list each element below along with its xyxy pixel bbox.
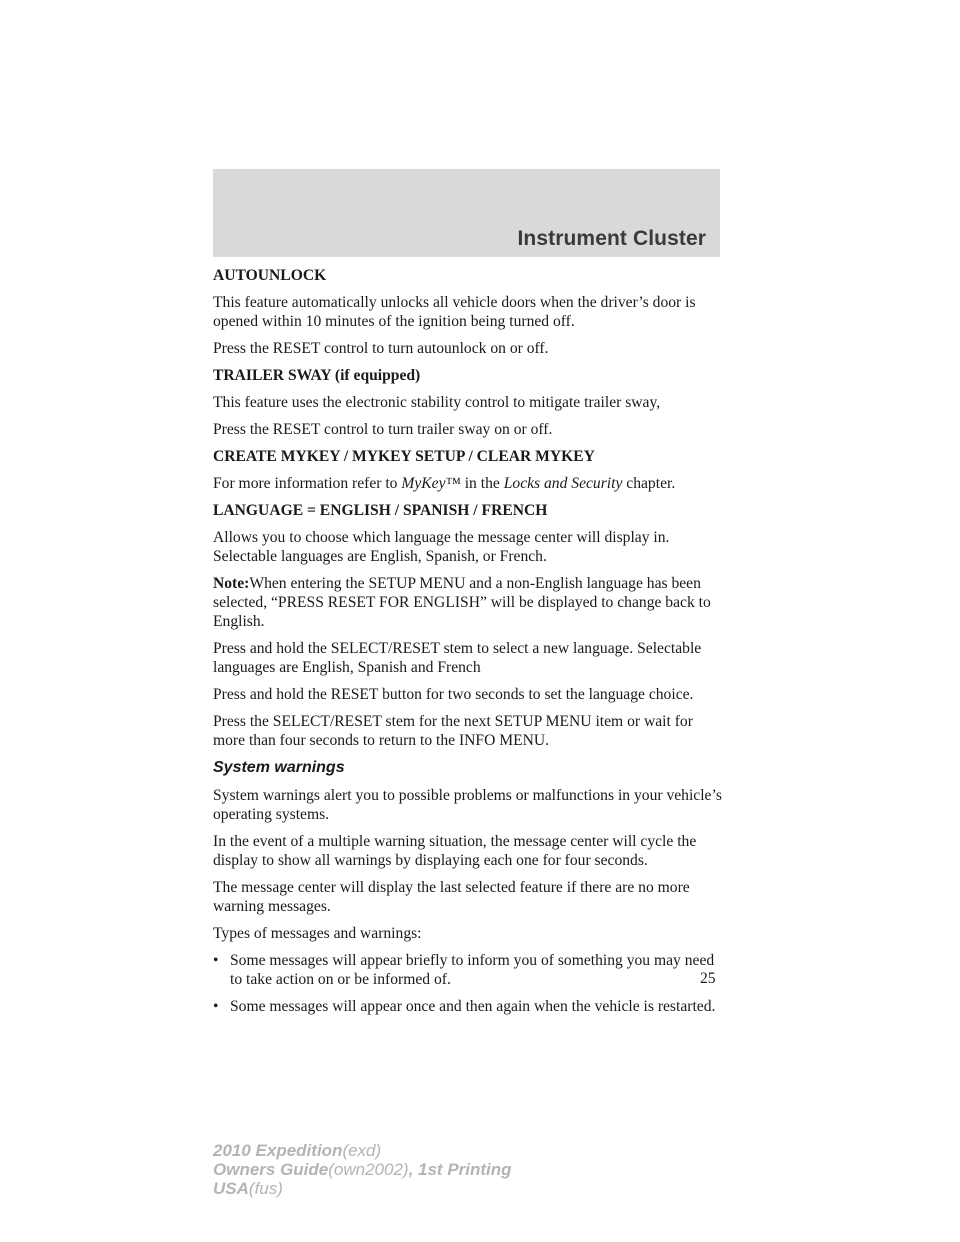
section-title: Instrument Cluster	[517, 227, 706, 250]
autounlock-heading: AUTOUNLOCK	[213, 267, 327, 284]
warnings-paragraph-2: In the event of a multiple warning situation, the message center will cycle the display to show all warnings by displaying each one for four seconds.	[213, 833, 697, 869]
bullet-icon: •	[213, 952, 219, 969]
language-step-set: Press and hold the RESET button for two seconds to set the language choice.	[213, 686, 694, 703]
autounlock-description: This feature automatically unlocks all vehicle doors when the driver’s door is opened within 10 minutes of the ignition being turned off.	[213, 294, 696, 330]
footer-market-code: (fus)	[248, 1179, 283, 1198]
bullet-icon: •	[213, 998, 219, 1015]
mykey-ref-chapter: Locks and Security	[503, 475, 623, 492]
mykey-ref-mid: in the	[464, 475, 500, 492]
mykey-heading: CREATE MYKEY / MYKEY SETUP / CLEAR MYKEY	[213, 448, 595, 465]
language-note	[213, 574, 723, 631]
footer-line-2	[213, 1160, 512, 1179]
footer-model-code: (exd)	[342, 1141, 382, 1160]
footer-line-3	[213, 1179, 512, 1198]
trailer-sway-description: This feature uses the electronic stability control to mitigate trailer sway,	[213, 394, 661, 411]
mykey-ref-suffix: chapter.	[626, 475, 676, 492]
trailer-sway-heading: TRAILER SWAY (if equipped)	[213, 367, 421, 384]
language-step-next: Press the SELECT/RESET stem for the next SETUP MENU item or wait for more than four seconds to return to the INFO MENU.	[213, 713, 693, 749]
language-step-select: Press and hold the SELECT/RESET stem to select a new language. Selectable languages are English, Spanish and French	[213, 640, 702, 676]
mykey-ref-link: MyKey™	[401, 475, 461, 492]
warnings-paragraph-3: The message center will display the last selected feature if there are no more warning messages.	[213, 879, 690, 915]
print-footer	[213, 1141, 512, 1198]
warnings-paragraph-1: System warnings alert you to possible problems or malfunctions in your vehicle’s operating systems.	[213, 787, 722, 823]
footer-guide-code: (own2002)	[328, 1160, 409, 1179]
list-item-text: Some messages will appear briefly to inform you of something you may need to take action on or be informed of.	[230, 952, 715, 988]
footer-printing: , 1st Printing	[408, 1160, 512, 1179]
page-content	[213, 266, 723, 1024]
trailer-sway-instruction: Press the RESET control to turn trailer sway on or off.	[213, 421, 553, 438]
note-text: When entering the SETUP MENU and a non-English language has been selected, “PRESS RESET FOR ENGLISH” will be displayed to change back to English.	[213, 575, 711, 630]
autounlock-instruction: Press the RESET control to turn autounlock on or off.	[213, 340, 549, 357]
footer-market: USA	[213, 1179, 249, 1198]
system-warnings-heading: System warnings	[213, 759, 345, 776]
mykey-ref-prefix: For more information refer to	[213, 475, 398, 492]
language-description: Allows you to choose which language the message center will display in. Selectable languages are English, Spanish, or French.	[213, 529, 670, 565]
list-item	[213, 951, 723, 989]
language-heading: LANGUAGE = ENGLISH / SPANISH / FRENCH	[213, 502, 548, 519]
mykey-reference	[213, 474, 723, 493]
page-number: 25	[700, 970, 716, 987]
footer-guide: Owners Guide	[213, 1160, 329, 1179]
warnings-paragraph-4: Types of messages and warnings:	[213, 925, 422, 942]
note-label: Note:	[213, 575, 250, 592]
section-header-bar	[213, 169, 720, 257]
list-item-text: Some messages will appear once and then again when the vehicle is restarted.	[230, 998, 716, 1015]
footer-line-1	[213, 1141, 512, 1160]
list-item	[213, 997, 723, 1016]
footer-model: 2010 Expedition	[213, 1141, 343, 1160]
